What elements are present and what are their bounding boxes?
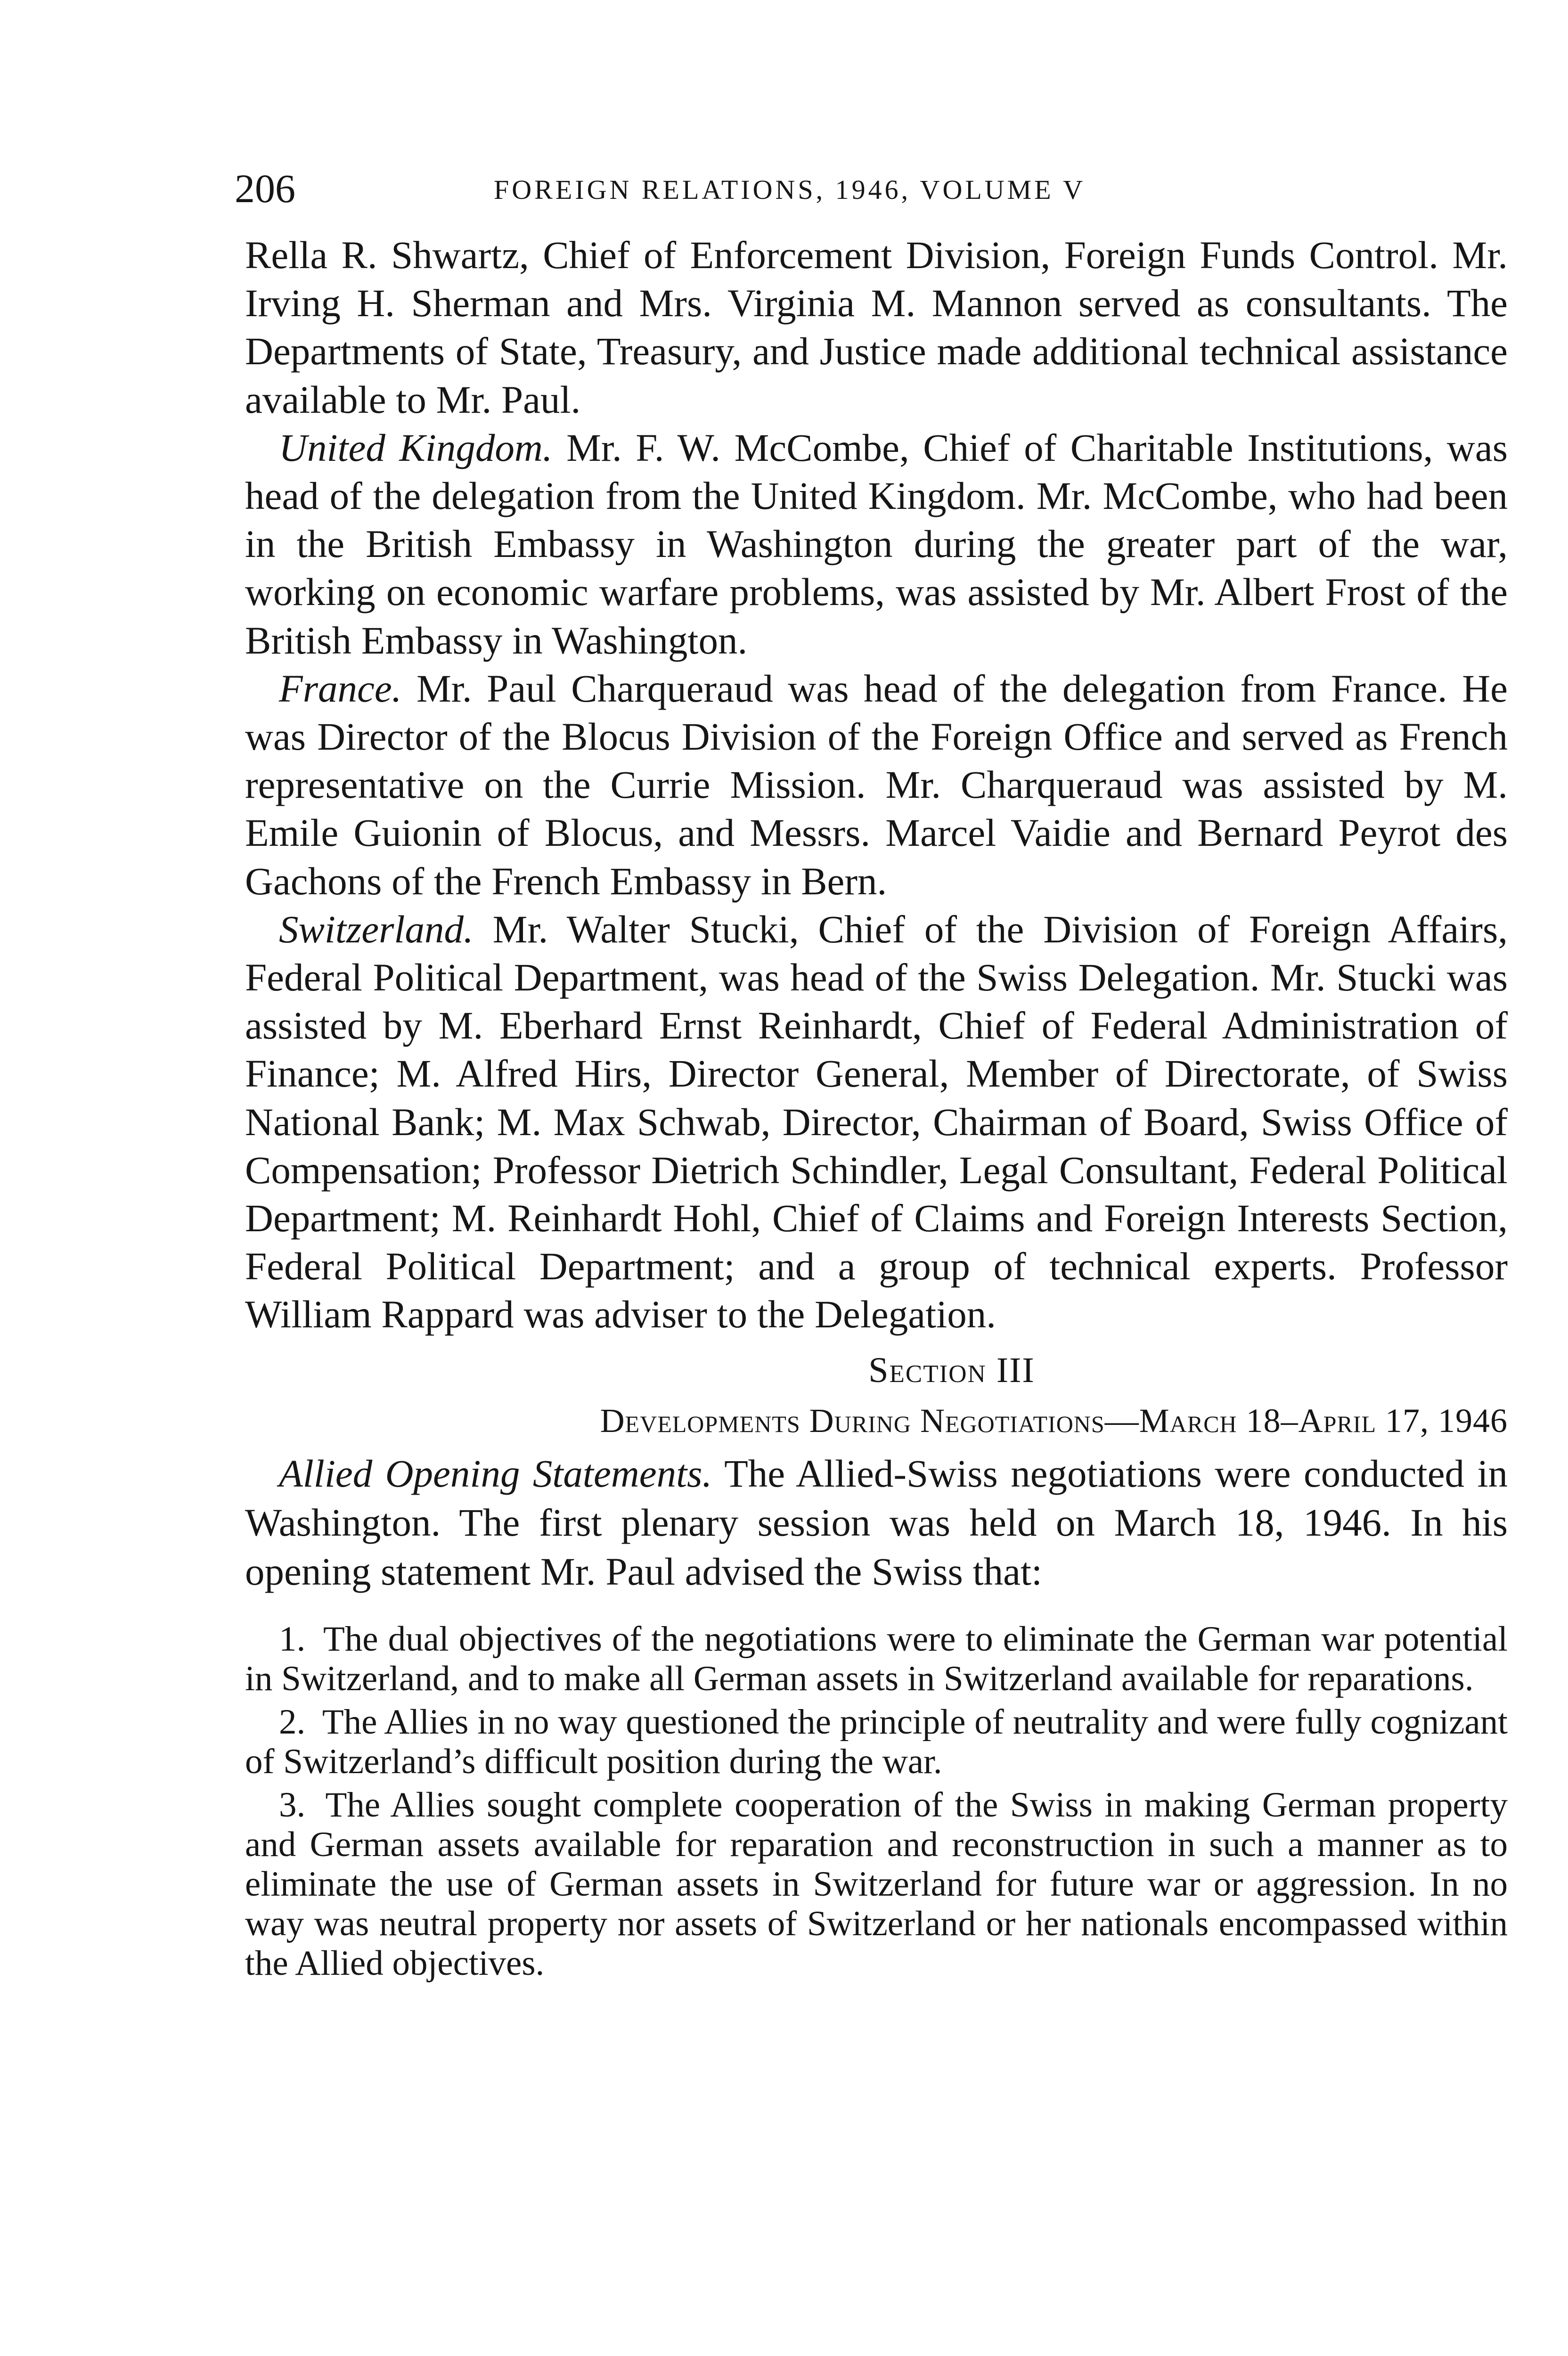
body-text (245, 231, 1508, 1987)
page-header (235, 160, 1507, 217)
page-number: 206 (235, 166, 295, 211)
paragraph-switzerland (245, 905, 1508, 1339)
paragraph-text: Mr. Paul Charqueraud was head of the delegation from France. He was Director of the Blocus Division of the Foreign Office and served as French representative on the Currie Mission. Mr. Charqueraud was assisted by M. Emile Guionin of Blocus, and Messrs. Marcel Vaidie and Bernard Peyrot des Gachons of the French Embassy in Bern. (245, 666, 1508, 903)
paragraph-text: The Allied-Swiss negotiations were conducted in Washington. The first plenary session was held on March 18, 1946. In his opening statement Mr. Paul advised the Swiss that: (245, 1451, 1508, 1593)
running-title: FOREIGN RELATIONS, 1946, VOLUME V (494, 174, 1086, 205)
paragraph-lead: France. (279, 666, 402, 710)
section-subtitle: Developments During Negotiations—March 18–April 17, 1946 (600, 1401, 1508, 1440)
list-item-text: The dual objectives of the negotiations were to eliminate the German war potential in Switzerland, and to make all German assets in Switzerland available for reparations. (245, 1619, 1508, 1698)
list-item-text: The Allies sought complete cooperation of the Swiss in making German property and German assets available for reparation and reconstruction in such a manner as to eliminate the use of German assets in Switzerland for future war or aggression. In no way was neutral property nor assets of Switzerland or her nationals encompassed within the Allied objectives. (245, 1785, 1508, 1983)
list-item (245, 1785, 1508, 1983)
paragraph-allied-opening-statements (245, 1449, 1508, 1596)
numbered-list (245, 1620, 1508, 1983)
list-item-number: 3. (279, 1785, 306, 1824)
list-item-number: 2. (279, 1702, 306, 1742)
paragraph-delegation-us-continued (245, 231, 1508, 424)
paragraph-france (245, 664, 1508, 905)
list-item-number: 1. (279, 1619, 306, 1659)
list-item-text: The Allies in no way questioned the principle of neutrality and were fully cognizant of Switzerland’s difficult position during the war. (245, 1702, 1508, 1781)
paragraph-lead: Allied Opening Statements. (279, 1451, 712, 1495)
list-item (245, 1702, 1508, 1782)
list-item (245, 1620, 1508, 1699)
paragraph-text: Mr. F. W. McCombe, Chief of Charitable Institutions, was head of the delegation from the United Kingdom. Mr. McCombe, who had been in the British Embassy in Washington during the greater part of the war, working on economic warfare problems, was assisted by Mr. Albert Frost of the British Embassy in Washington. (245, 425, 1508, 662)
paragraph-text: Rella R. Shwartz, Chief of Enforcement Division, Foreign Funds Control. Mr. Irving H. Sherman and Mrs. Virginia M. Mannon served as consultants. The Departments of State, Treasury, and Justice made additional technical assistance available to Mr. Paul. (245, 233, 1508, 421)
paragraph-united-kingdom (245, 424, 1508, 664)
paragraph-text: Mr. Walter Stucki, Chief of the Division of Foreign Affairs, Federal Political Department, was head of the Swiss Delegation. Mr. Stucki was assisted by M. Eberhard Ernst Reinhardt, Chief of Federal Administration of Finance; M. Alfred Hirs, Director General, Member of Directorate, of Swiss National Bank; M. Max Schwab, Director, Chairman of Board, Swiss Office of Compensation; Professor Dietrich Schindler, Legal Consultant, Federal Political Department; M. Reinhardt Hohl, Chief of Claims and Foreign Interests Section, Federal Political Department; and a group of technical experts. Professor William Rappard was adviser to the Delegation. (245, 907, 1508, 1336)
section-title: Section III (868, 1350, 1035, 1390)
paragraph-lead: Switzerland. (279, 907, 474, 951)
paragraph-lead: United Kingdom. (279, 425, 553, 469)
